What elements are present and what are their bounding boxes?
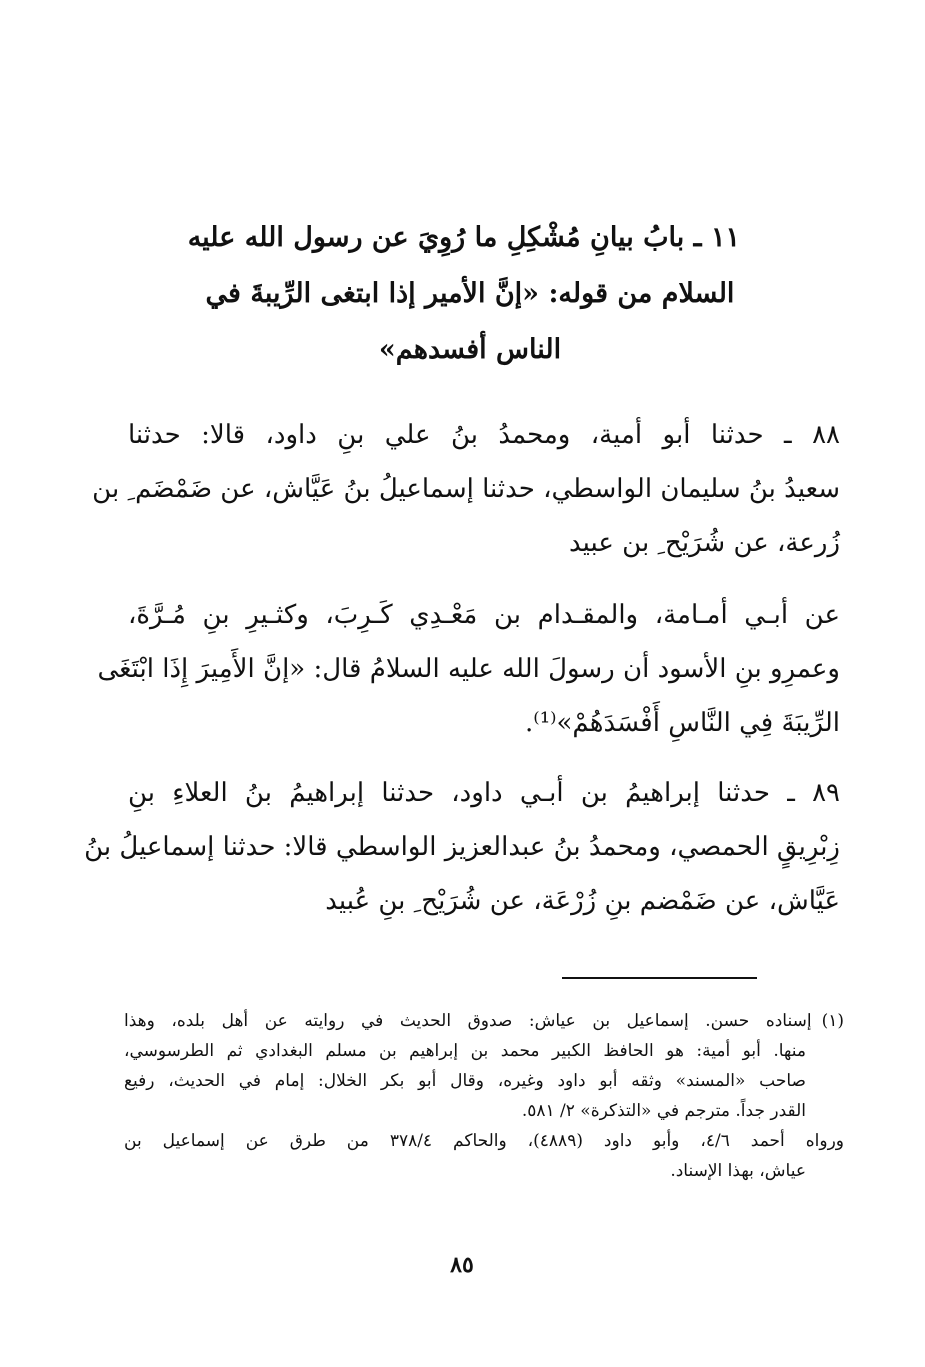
text-line: سعيدُ بنُ سليمان الواسطي، حدثنا إسماعيلُ بنُ عَيَّاش، عن ضَمْضَم ِ بن xyxy=(92,474,840,504)
footnote-line: منها. أبو أمية: هو الحافظ الكبير محمد بن إبراهيم بن مسلم البغدادي ثم الطرسوسي، xyxy=(124,1041,806,1061)
footnote-number: (١) xyxy=(821,1011,844,1031)
text-line: الرِّيبَةَ فِي النَّاسِ أَفْسَدَهُمْ»⁽¹⁾. xyxy=(525,708,840,738)
footnote-separator xyxy=(562,977,757,979)
footnote-line: ورواه أحمد ٤/٦، وأبو داود (٤٨٨٩)، والحاكم ٣٧٨/٤ من طرق عن إسماعيل بن xyxy=(124,1131,844,1151)
footnotes xyxy=(124,1006,844,1186)
footnote-line xyxy=(124,1006,844,1036)
footnote-line: القدر جداً. مترجم في «التذكرة» ٢/ ٥٨١. xyxy=(521,1101,806,1121)
hadith-89-isnad xyxy=(84,766,840,928)
hadith-88-isnad xyxy=(92,408,840,570)
footnote-line: صاحب «المسند» وثقه أبو داود وغيره، وقال أبو بكر الخلال: إمام في الحديث، رفيع xyxy=(124,1071,806,1091)
text-line: عَيَّاش، عن ضَمْضم بنِ زُرْعَة، عن شُرَيْح ِ بنِ عُبيد xyxy=(325,886,840,916)
text-line: زِبْرِيقٍ الحمصي، ومحمدُ بنُ عبدالعزيز الواسطي قالا: حدثنا إسماعيلُ بنُ xyxy=(84,832,840,862)
heading-line: ١١ ـ بابُ بيانِ مُشْكِلِ ما رُوِيَ عن رسول الله عليه xyxy=(187,222,740,253)
footnote-text: إسناده حسن. إسماعيل بن عياش: صدوق الحديث في روايته عن أهل بلده، وهذا xyxy=(124,1011,812,1031)
heading-line: الناس أفسدهم» xyxy=(378,334,562,365)
text-line: زُرعة، عن شُرَيْح ِ بن عبيد xyxy=(569,528,840,558)
heading-line: السلام من قوله: «إنَّ الأمير إذا ابتغى الرِّيبةَ في xyxy=(205,278,735,309)
text-line: عن أبـي أمـامة، والمقـدام بن مَعْـدِي كَـرِبَ، وكثـيرِ بنِ مُـرَّةَ، xyxy=(128,600,840,630)
text-line: ٨٨ ـ حدثنا أبو أمية، ومحمدُ بنُ علي بنِ داود، قالا: حدثنا xyxy=(128,420,840,450)
text-line: وعمرِو بنِ الأسود أن رسولَ الله عليه السلامُ قال: «إنَّ الأَمِيرَ إِذَا ابْتَغَى xyxy=(97,654,840,684)
hadith-88-matn xyxy=(97,588,840,750)
page-number: ٨٥ xyxy=(450,1252,474,1278)
text-line: ٨٩ ـ حدثنا إبراهيمُ بن أبـي داود، حدثنا إبراهيمُ بنُ العلاءِ بنِ xyxy=(128,778,840,808)
footnote-line: عياش، بهذا الإسناد. xyxy=(670,1161,806,1181)
chapter-heading xyxy=(187,210,740,378)
